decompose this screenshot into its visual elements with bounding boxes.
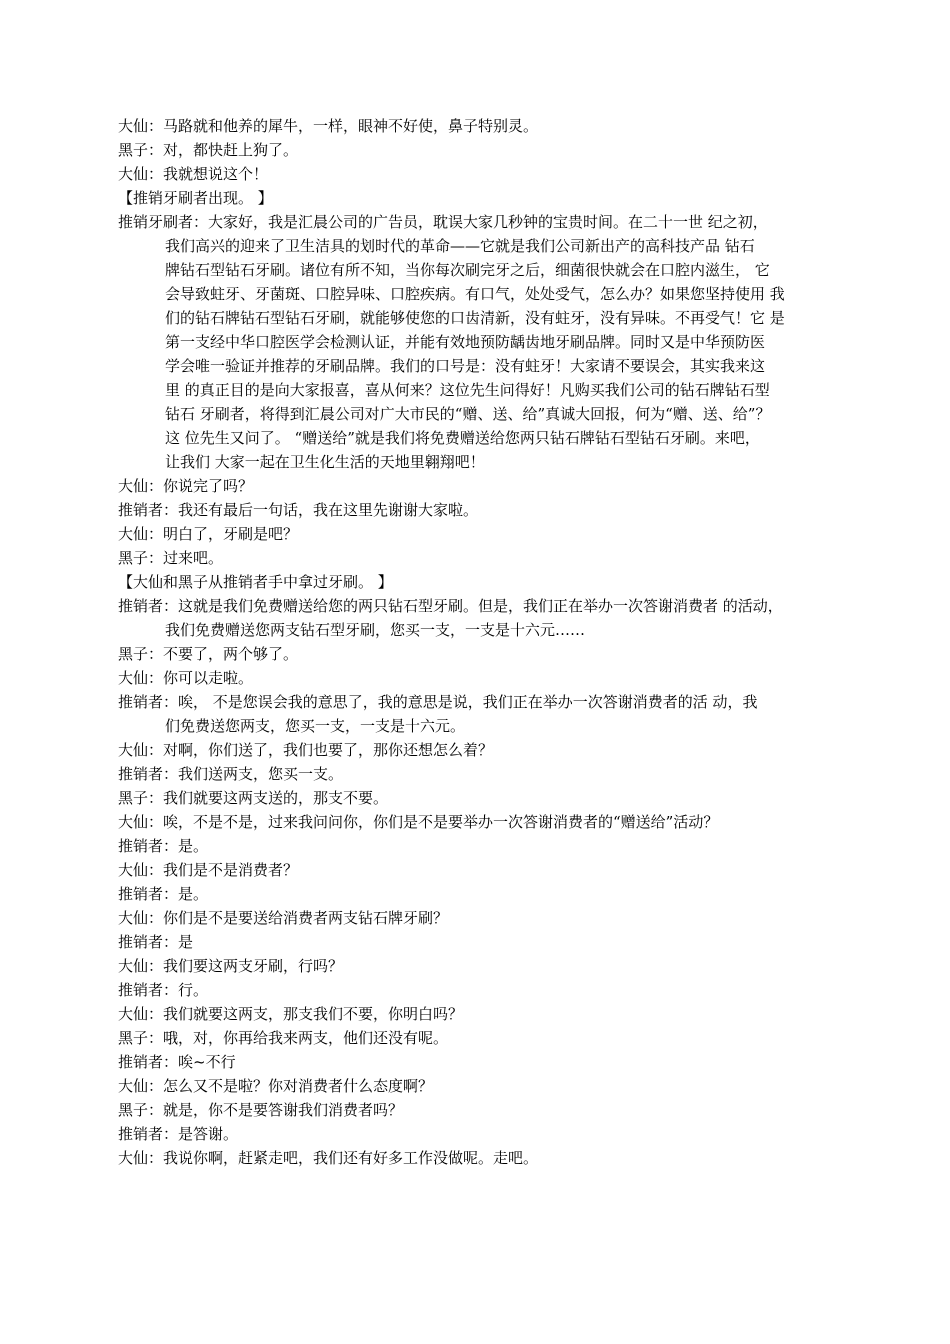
salesman-pitch-speech bbox=[118, 210, 840, 474]
dialogue-continuation: 学会唯一验证并推荐的牙刷品牌。我们的口号是：没有蛀牙！大家请不要误会，其实我来这 bbox=[165, 357, 766, 375]
dialogue-line: 推销者：唉， 不是您误会我的意思了，我的意思是说，我们正在举办一次答谢消费者的活 动，我 bbox=[118, 693, 758, 711]
dialogue-line: 大仙：明白了，牙刷是吧？ bbox=[118, 525, 299, 543]
dialogue-line: 推销者：唉~不行 bbox=[118, 1053, 236, 1071]
dialogue-line: 黑子：我们就要这两支送的，那支不要。 bbox=[118, 789, 389, 807]
dialogue-line: 推销者：这就是我们免费赠送给您的两只钻石型牙刷。但是，我们正在举办一次答谢消费者 的活动， bbox=[118, 597, 783, 615]
dialogue-line: 大仙：我们是不是消费者？ bbox=[118, 861, 299, 879]
dialogue-continuation: 我们免费赠送您两支钻石型牙刷，您买一支，一支是十六元…… bbox=[165, 621, 586, 639]
dialogue-line: 大仙：我们就要这两支，那支我们不要，你明白吗？ bbox=[118, 1005, 464, 1023]
dialogue-line: 大仙：怎么又不是啦？你对消费者什么态度啊？ bbox=[118, 1077, 434, 1095]
dialogue-line: 黑子：哦，对，你再给我来两支，他们还没有呢。 bbox=[118, 1029, 449, 1047]
dialogue-line: 推销者：是。 bbox=[118, 885, 209, 903]
dialogue-continuation: 牌钻石型钻石牙刷。诸位有所不知，当你每次刷完牙之后，细菌很快就会在口腔内滋生， 它 bbox=[165, 261, 770, 279]
dialogue-line: 大仙：你可以走啦。 bbox=[118, 669, 254, 687]
dialogue-continuation: 们免费送您两支，您买一支，一支是十六元。 bbox=[165, 717, 466, 735]
dialogue-continuation: 会导致蛀牙、牙菌斑、口腔异味、口腔疾病。有口气，处处受气，怎么办？如果您坚持使用 我 bbox=[165, 285, 785, 303]
dialogue-line: 推销者：是。 bbox=[118, 837, 209, 855]
dialogue-line: 推销牙刷者：大家好，我是汇晨公司的广告员，耽误大家几秒钟的宝贵时间。在二十一世 纪之初， bbox=[118, 213, 768, 231]
salesman-offer-speech bbox=[118, 594, 840, 642]
dialogue-line: 大仙：马路就和他养的犀牛，一样，眼神不好使，鼻子特别灵。 bbox=[118, 117, 539, 135]
dialogue-line: 推销者：是 bbox=[118, 933, 194, 951]
dialogue-line: 大仙：唉，不是不是，过来我问问你，你们是不是要举办一次答谢消费者的“赠送给”活动？ bbox=[118, 813, 719, 831]
dialogue-line: 大仙：你们是不是要送给消费者两支钻石牌牙刷？ bbox=[118, 909, 449, 927]
dialogue-continuation: 让我们 大家一起在卫生化生活的天地里翱翔吧！ bbox=[165, 453, 485, 471]
salesman-clarify-speech bbox=[118, 690, 840, 738]
dialogue-line: 推销者：行。 bbox=[118, 981, 209, 999]
dialogue-line: 大仙：我说你啊，赶紧走吧，我们还有好多工作没做呢。走吧。 bbox=[118, 1149, 539, 1167]
dialogue-line: 大仙：你说完了吗？ bbox=[118, 477, 254, 495]
dialogue-continuation: 我们高兴的迎来了卫生洁具的划时代的革命——它就是我们公司新出产的高科技产品 钻石 bbox=[165, 237, 755, 255]
dialogue-line: 推销者：我们送两支，您买一支。 bbox=[118, 765, 344, 783]
dialogue-line: 黑子：就是，你不是要答谢我们消费者吗？ bbox=[118, 1101, 404, 1119]
dialogue-line: 黑子：不要了，两个够了。 bbox=[118, 645, 299, 663]
script-page bbox=[118, 114, 840, 1170]
dialogue-continuation: 这 位先生又问了。 “赠送给”就是我们将免费赠送给您两只钻石牌钻石型钻石牙刷。来吧， bbox=[165, 429, 760, 447]
stage-direction: 【大仙和黑子从推销者手中拿过牙刷。 】 bbox=[118, 573, 393, 591]
stage-direction: 【推销牙刷者出现。 】 bbox=[118, 189, 273, 207]
dialogue-line: 黑子：过来吧。 bbox=[118, 549, 224, 567]
dialogue-line: 黑子：对，都快赶上狗了。 bbox=[118, 141, 299, 159]
dialogue-line: 大仙：我们要这两支牙刷，行吗？ bbox=[118, 957, 344, 975]
dialogue-line: 大仙：对啊，你们送了，我们也要了，那你还想怎么着？ bbox=[118, 741, 494, 759]
dialogue-continuation: 钻石 牙刷者，将得到汇晨公司对广大市民的“赠、送、给”真诚大回报，何为“赠、送、给”？ bbox=[165, 405, 771, 423]
dialogue-continuation: 里 的真正目的是向大家报喜，喜从何来？这位先生问得好！凡购买我们公司的钻石牌钻石型 bbox=[165, 381, 770, 399]
dialogue-line: 大仙：我就想说这个！ bbox=[118, 165, 269, 183]
dialogue-line: 推销者：我还有最后一句话，我在这里先谢谢大家啦。 bbox=[118, 501, 479, 519]
dialogue-continuation: 们的钻石牌钻石型钻石牙刷，就能够使您的口齿清新，没有蛀牙，没有异味。不再受气！它 是 bbox=[165, 309, 785, 327]
dialogue-continuation: 第一支经中华口腔医学会检测认证，并能有效地预防龋齿地牙刷品牌。同时又是中华预防医 bbox=[165, 333, 766, 351]
dialogue-line: 推销者：是答谢。 bbox=[118, 1125, 239, 1143]
